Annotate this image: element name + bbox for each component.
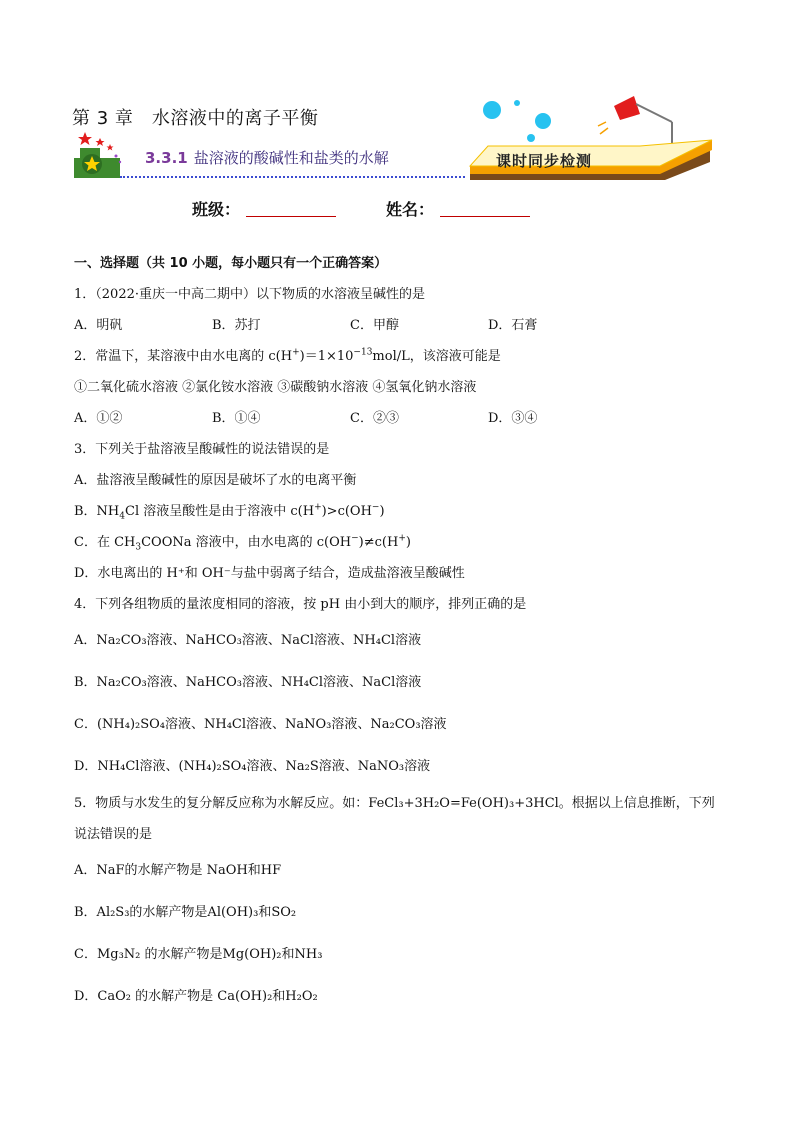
dotted-divider xyxy=(120,176,465,178)
question-5-stem-line1: 5．物质与水发生的复分解反应称为水解反应。如：FeCl₃+3H₂O=Fe(OH)₃+3HCl。根据以上信息推断，下列 xyxy=(74,796,715,811)
q2-option-a[interactable]: A．①② xyxy=(74,411,123,426)
bubble-large xyxy=(483,101,501,119)
class-label: 班级： xyxy=(192,200,241,219)
question-body xyxy=(74,248,734,1018)
q1-option-a[interactable]: A．明矾 xyxy=(74,318,123,333)
q2-option-d[interactable]: D．③④ xyxy=(488,411,538,426)
q3-option-a[interactable]: A．盐溶液呈酸碱性的原因是破坏了水的电离平衡 xyxy=(74,473,357,488)
bubble-small xyxy=(527,134,535,142)
q5-option-d[interactable]: D．CaO₂ 的水解产物是 Ca(OH)₂和H₂O₂ xyxy=(74,989,318,1004)
q4-option-c[interactable]: C．(NH₄)₂SO₄溶液、NH₄Cl溶液、NaNO₃溶液、Na₂CO₃溶液 xyxy=(74,717,447,732)
question-5-stem-line2: 说法错误的是 xyxy=(74,827,153,842)
q3-option-d[interactable]: D．水电离出的 H⁺和 OH⁻与盐中弱离子结合，造成盐溶液呈酸碱性 xyxy=(74,566,465,581)
question-2-items: ①二氧化硫水溶液 ②氯化铵水溶液 ③碳酸钠水溶液 ④氢氧化钠水溶液 xyxy=(74,380,477,395)
chapter-title: 第 3 章 水溶液中的离子平衡 xyxy=(72,108,319,129)
q2-option-c[interactable]: C．②③ xyxy=(350,411,399,426)
class-blank[interactable] xyxy=(246,202,336,217)
q5-option-c[interactable]: C．Mg₃N₂ 的水解产物是Mg(OH)₂和NH₃ xyxy=(74,947,323,962)
bubble-medium xyxy=(535,113,551,129)
header-decoration xyxy=(0,0,794,190)
q3-option-b[interactable]: B．$NH_4Cl$ 溶液呈酸性是由于溶液中 c(H+)>c(OH−) xyxy=(74,502,385,522)
section-name: 盐溶液的酸碱性和盐类的水解 xyxy=(193,149,389,167)
q4-option-d[interactable]: D．NH₄Cl溶液、(NH₄)₂SO₄溶液、Na₂S溶液、NaNO₃溶液 xyxy=(74,759,431,774)
class-field[interactable] xyxy=(192,197,336,220)
q5-option-b[interactable]: B．Al₂S₃的水解产物是Al(OH)₃和SO₂ xyxy=(74,905,297,920)
question-2-options xyxy=(74,403,734,434)
star-badge-icon xyxy=(74,132,121,178)
q1-option-b[interactable]: B．苏打 xyxy=(212,318,261,333)
q3-option-c[interactable]: C．在 $CH_3COONa$ 溶液中，由水电离的 c(OH−)≠c(H+) xyxy=(74,533,411,553)
banner-label: 课时同步检测 xyxy=(496,152,593,170)
section-number: 3.3.1 xyxy=(145,149,188,167)
question-2-stem: 2．常温下，某溶液中由水电离的 $c(H^+)=1\times 10^{-13}mol/L$，该溶液可能是 xyxy=(74,347,501,364)
question-1-options xyxy=(74,310,734,341)
section-title xyxy=(145,147,389,168)
name-blank[interactable] xyxy=(440,202,530,217)
name-label: 姓名： xyxy=(386,200,435,219)
bubble-tiny xyxy=(514,100,520,106)
q1-option-c[interactable]: C．甲醇 xyxy=(350,318,399,333)
q1-option-d[interactable]: D．石膏 xyxy=(488,318,538,333)
q2-option-b[interactable]: B．①④ xyxy=(212,411,261,426)
q4-option-a[interactable]: A．Na₂CO₃溶液、NaHCO₃溶液、NaCl溶液、NH₄Cl溶液 xyxy=(74,633,422,648)
lamp-icon xyxy=(598,96,672,146)
question-1-stem: 1．（2022·重庆一中高二期中）以下物质的水溶液呈碱性的是 xyxy=(74,287,425,302)
q4-option-b[interactable]: B．Na₂CO₃溶液、NaHCO₃溶液、NH₄Cl溶液、NaCl溶液 xyxy=(74,675,422,690)
question-4-stem: 4．下列各组物质的量浓度相同的溶液，按 pH 由小到大的顺序，排列正确的是 xyxy=(74,597,527,612)
q5-option-a[interactable]: A．NaF的水解产物是 NaOH和HF xyxy=(74,863,282,878)
section-heading: 一、选择题（共 10 小题，每小题只有一个正确答案） xyxy=(74,256,388,271)
name-field[interactable] xyxy=(386,197,530,220)
question-3-stem: 3．下列关于盐溶液呈酸碱性的说法错误的是 xyxy=(74,442,330,457)
